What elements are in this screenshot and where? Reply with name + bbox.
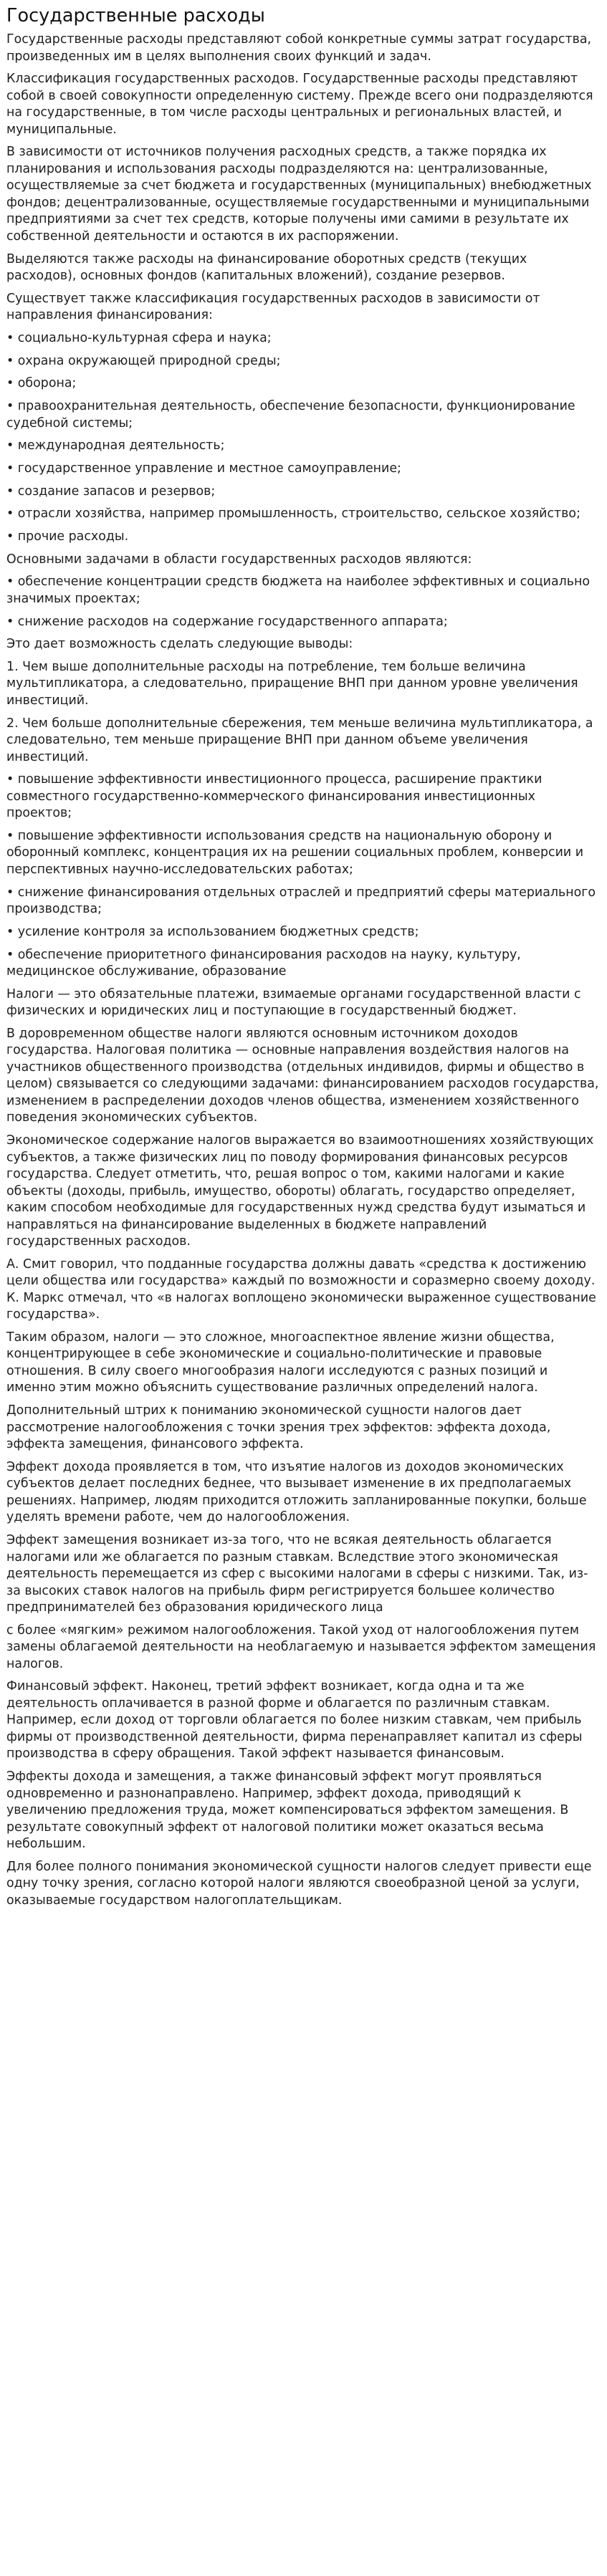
paragraph: А. Смит говорил, что подданные государства должны давать «средства к достижению цели общества или государства» каждый по возможности и соразмерно своему доходу. К. Маркс отмечал, что «в налогах воплощено экономически выраженное существование государства». — [6, 1256, 596, 1322]
paragraph: Финансовый эффект. Наконец, третий эффект возникает, когда одна и та же деятельность оплачивается в разной форме и облагается по различным ставкам. Например, если доход от торговли облагается по более низким ставкам, чем прибыль фирмы от производственной деятельности, фирма перенаправляет капитал из сферы производства в сферу обращения. Такой эффект называется финансовым. — [6, 1679, 583, 1762]
list-item: • социально-культурная сфера и наука; — [6, 330, 272, 345]
numbered-item: 2. Чем больше дополнительные сбережения, тем меньше величина мультипликатора, а следовательно, тем меньше приращение ВНП при данном объеме увеличения инвестиций. — [6, 716, 593, 764]
list-item: • снижение финансирования отдельных отраслей и предприятий сферы материального производства; — [6, 885, 596, 917]
list-item: • снижение расходов на содержание государственного аппарата; — [6, 614, 448, 629]
paragraph: Основными задачами в области государственных расходов являются: — [6, 552, 472, 567]
paragraph: Эффект дохода проявляется в том, что изъятие налогов из доходов экономических субъектов делает последних беднее, что вызывает изменение в их предполагаемых решениях. Например, людям приходится отложить запланированные покупки, больше уделять времени работе, чем до налогообложения. — [6, 1459, 587, 1525]
paragraph: В доровременном обществе налоги являются основным источником доходов государства. Налоговая политика — основные направления воздействия налогов на участников общественного производства (отдельных индивидов, фирмы и общество в целом) связывается со следующими задачами: финансированием расходов государства, изменением в распределении доходов членов общества, изменением хозяйственного поведения экономических субъектов. — [6, 1026, 599, 1125]
paragraph: Дополнительный штрих к пониманию экономической сущности налогов дает рассмотрение налогообложения с точки зрения трех эффектов: эффекта дохода, эффекта замещения, финансового эффекта. — [6, 1403, 551, 1452]
list-item: • отрасли хозяйства, например промышленность, строительство, сельское хозяйство; — [6, 506, 580, 522]
document-title: Государственные расходы — [6, 5, 265, 27]
paragraph: Это дает возможность сделать следующие выводы: — [6, 637, 353, 652]
list-item: • повышение эффективности использования средств на национальную оборону и оборонный комплекс, концентрация их на решении социальных проблем, конверсии и перспективных научно-исследовательских работах; — [6, 828, 584, 877]
paragraph: Таким образом, налоги — это сложное, многоаспектное явление жизни общества, концентрирующее в себе экономические и социально-политические и правовые отношения. В силу своего многообразия налоги исследуются с разных позиций и именно этим можно объяснить существование различных определений налога. — [6, 1330, 555, 1395]
paragraph: с более «мягким» режимом налогообложения. Такой уход от налогообложения путем замены облагаемой деятельности на необлагаемую и называется эффектом замещения налогов. — [6, 1623, 596, 1671]
paragraph: Налоги — это обязательные платежи, взимаемые органами государственной власти с физических и юридических лиц и поступающие в государственный бюджет. — [6, 986, 581, 1019]
paragraph: В зависимости от источников получения расходных средств, а также порядка их планирования и использования расходы подразделяются на: централизованные, осуществляемые за счет бюджета и государственных (муниципальных) внебюджетных фондов; децентрализованные, осуществляемые государственными и муниципальными предприятиями за счет тех средств, которые получены ими самими в результате их собственной деятельности и остаются в их распоряжении. — [6, 145, 592, 244]
list-item: • обеспечение приоритетного финансирования расходов на науку, культуру, медицинское обслуживание, образование — [6, 947, 521, 979]
list-item: • усиление контроля за использованием бюджетных средств; — [6, 924, 419, 939]
paragraph: Экономическое содержание налогов выражается во взаимоотношениях хозяйствующих субъектов, а также физических лиц по поводу формирования финансовых ресурсов государства. Следует отметить, что, решая вопрос о том, какими налогами и какие объекты (доходы, прибыль, имущество, обороты) облагать, государство определяет, каким способом необходимые для государственных нужд средства будут изыматься и направляться на финансирование выделенных в бюджете направлений государственных расходов. — [6, 1133, 594, 1249]
list-item: • создание запасов и резервов; — [6, 484, 216, 499]
paragraph: Для более полного понимания экономической сущности налогов следует привести еще одну точку зрения, согласно которой налоги являются своеобразной ценой за услуги, оказываемые государством налогоплательщикам. — [6, 1859, 592, 1908]
list-item: • охрана окружающей природной среды; — [6, 353, 281, 368]
list-item: • государственное управление и местное самоуправление; — [6, 461, 401, 476]
list-item: • обеспечение концентрации средств бюджета на наиболее эффективных и социально значимых проектах; — [6, 575, 591, 606]
list-item: • оборона; — [6, 376, 77, 391]
document-body — [6, 32, 601, 1909]
paragraph: Выделяются также расходы на финансирование оборотных средств (текущих расходов), основных фондов (капитальных вложений), создание резервов. — [6, 251, 527, 284]
paragraph: Государственные расходы представляют собой конкретные суммы затрат государства, произведенных им в целях выполнения своих функций и задач. — [6, 32, 592, 64]
paragraph: Эффект замещения возникает из-за того, что не всякая деятельность облагается налогами или же облагается по разным ставкам. Вследствие этого экономическая деятельность перемещается из сфер с высокими налогами в сферы с низкими. Так, из-за высоких ставок налогов на прибыль фирм регистрируется большее количество предпринимателей без образования юридического лица — [6, 1533, 588, 1615]
paragraph: Существует также классификация государственных расходов в зависимости от направления финансирования: — [6, 291, 540, 323]
list-item: • правоохранительная деятельность, обеспечение безопасности, функционирование судебной системы; — [6, 399, 575, 431]
list-item: • прочие расходы. — [6, 529, 129, 544]
paragraph: Классификация государственных расходов. Государственные расходы представляют собой в своей совокупности определенную систему. Прежде всего они подразделяются на государственные, в том числе расходы центральных и региональных властей, и муниципальные. — [6, 72, 593, 137]
paragraph: Эффекты дохода и замещения, а также финансовый эффект могут проявляться одновременно и разнонаправлено. Например, эффект дохода, приводящий к увеличению предложения труда, может компенсироваться эффектом замещения. В результате совокупный эффект от налоговой политики может оказаться весьма небольшим. — [6, 1769, 569, 1852]
list-item: • международная деятельность; — [6, 438, 225, 453]
list-item: • повышение эффективности инвестиционного процесса, расширение практики совместного государственно-коммерческого финансирования инвестиционных проектов; — [6, 772, 543, 821]
numbered-item: 1. Чем выше дополнительные расходы на потребление, тем больше величина мультипликатора, а следовательно, приращение ВНП при данном уровне увеличения инвестиций. — [6, 659, 578, 708]
